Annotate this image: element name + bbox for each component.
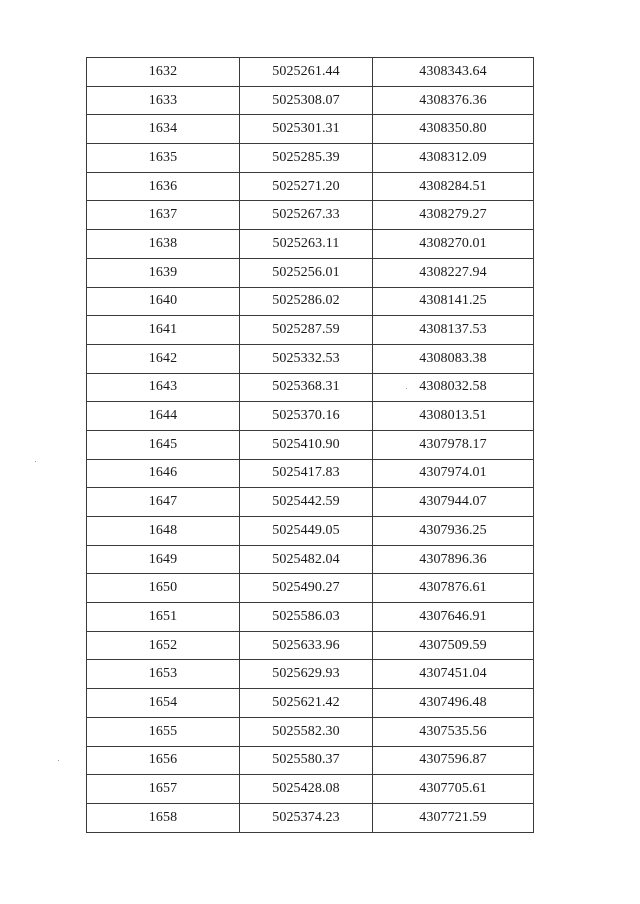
- y-coordinate-cell: 4307496.48: [373, 689, 534, 718]
- y-coordinate-cell: 4308270.01: [373, 230, 534, 259]
- point-number-cell: 1632: [87, 58, 240, 87]
- table-row: [87, 717, 534, 746]
- table-row: [87, 545, 534, 574]
- y-coordinate-cell: 4307721.59: [373, 803, 534, 832]
- y-coordinate-cell: 4308350.80: [373, 115, 534, 144]
- x-coordinate-cell: 5025621.42: [240, 689, 373, 718]
- table-row: [87, 430, 534, 459]
- x-coordinate-cell: 5025256.01: [240, 258, 373, 287]
- x-coordinate-cell: 5025482.04: [240, 545, 373, 574]
- point-number-cell: 1649: [87, 545, 240, 574]
- point-number-cell: 1644: [87, 402, 240, 431]
- table-row: [87, 459, 534, 488]
- y-coordinate-cell: 4308137.53: [373, 316, 534, 345]
- point-number-cell: 1658: [87, 803, 240, 832]
- x-coordinate-cell: 5025301.31: [240, 115, 373, 144]
- point-number-cell: 1634: [87, 115, 240, 144]
- y-coordinate-cell: 4307974.01: [373, 459, 534, 488]
- y-coordinate-cell: 4308227.94: [373, 258, 534, 287]
- table-row: [87, 402, 534, 431]
- table-row: [87, 316, 534, 345]
- x-coordinate-cell: 5025332.53: [240, 344, 373, 373]
- y-coordinate-cell: 4307535.56: [373, 717, 534, 746]
- point-number-cell: 1633: [87, 86, 240, 115]
- y-coordinate-cell: 4307876.61: [373, 574, 534, 603]
- table-row: [87, 803, 534, 832]
- y-coordinate-cell: 4308312.09: [373, 144, 534, 173]
- y-coordinate-cell: 4308284.51: [373, 172, 534, 201]
- x-coordinate-cell: 5025428.08: [240, 775, 373, 804]
- table-row: [87, 373, 534, 402]
- table-row: [87, 488, 534, 517]
- x-coordinate-cell: 5025286.02: [240, 287, 373, 316]
- table-row: [87, 58, 534, 87]
- x-coordinate-cell: 5025417.83: [240, 459, 373, 488]
- table-row: [87, 287, 534, 316]
- table-row: [87, 115, 534, 144]
- point-number-cell: 1641: [87, 316, 240, 345]
- y-coordinate-cell: 4308013.51: [373, 402, 534, 431]
- point-number-cell: 1652: [87, 631, 240, 660]
- x-coordinate-cell: 5025633.96: [240, 631, 373, 660]
- y-coordinate-cell: 4308083.38: [373, 344, 534, 373]
- table-row: [87, 603, 534, 632]
- point-number-cell: 1651: [87, 603, 240, 632]
- x-coordinate-cell: 5025308.07: [240, 86, 373, 115]
- scan-speck: [58, 760, 59, 761]
- y-coordinate-cell: 4307936.25: [373, 517, 534, 546]
- x-coordinate-cell: 5025267.33: [240, 201, 373, 230]
- point-number-cell: 1654: [87, 689, 240, 718]
- y-coordinate-cell: 4307596.87: [373, 746, 534, 775]
- point-number-cell: 1638: [87, 230, 240, 259]
- point-number-cell: 1645: [87, 430, 240, 459]
- x-coordinate-cell: 5025442.59: [240, 488, 373, 517]
- table-row: [87, 258, 534, 287]
- coordinate-table-body: [87, 58, 534, 833]
- point-number-cell: 1639: [87, 258, 240, 287]
- table-row: [87, 775, 534, 804]
- x-coordinate-cell: 5025370.16: [240, 402, 373, 431]
- y-coordinate-cell: 4307896.36: [373, 545, 534, 574]
- x-coordinate-cell: 5025629.93: [240, 660, 373, 689]
- table-row: [87, 746, 534, 775]
- scan-speck: [35, 461, 36, 462]
- point-number-cell: 1653: [87, 660, 240, 689]
- point-number-cell: 1643: [87, 373, 240, 402]
- x-coordinate-cell: 5025449.05: [240, 517, 373, 546]
- table-row: [87, 574, 534, 603]
- point-number-cell: 1646: [87, 459, 240, 488]
- y-coordinate-cell: 4307978.17: [373, 430, 534, 459]
- x-coordinate-cell: 5025368.31: [240, 373, 373, 402]
- y-coordinate-cell: 4307646.91: [373, 603, 534, 632]
- y-coordinate-cell: 4307944.07: [373, 488, 534, 517]
- scan-speck: [406, 388, 407, 389]
- x-coordinate-cell: 5025263.11: [240, 230, 373, 259]
- point-number-cell: 1636: [87, 172, 240, 201]
- x-coordinate-cell: 5025285.39: [240, 144, 373, 173]
- table-row: [87, 660, 534, 689]
- point-number-cell: 1655: [87, 717, 240, 746]
- point-number-cell: 1657: [87, 775, 240, 804]
- y-coordinate-cell: 4308032.58: [373, 373, 534, 402]
- point-number-cell: 1656: [87, 746, 240, 775]
- x-coordinate-cell: 5025271.20: [240, 172, 373, 201]
- x-coordinate-cell: 5025490.27: [240, 574, 373, 603]
- x-coordinate-cell: 5025580.37: [240, 746, 373, 775]
- x-coordinate-cell: 5025410.90: [240, 430, 373, 459]
- point-number-cell: 1647: [87, 488, 240, 517]
- table-row: [87, 86, 534, 115]
- table-row: [87, 201, 534, 230]
- y-coordinate-cell: 4308141.25: [373, 287, 534, 316]
- table-row: [87, 344, 534, 373]
- table-row: [87, 689, 534, 718]
- point-number-cell: 1648: [87, 517, 240, 546]
- y-coordinate-cell: 4308376.36: [373, 86, 534, 115]
- y-coordinate-cell: 4307509.59: [373, 631, 534, 660]
- x-coordinate-cell: 5025582.30: [240, 717, 373, 746]
- table-row: [87, 631, 534, 660]
- y-coordinate-cell: 4307451.04: [373, 660, 534, 689]
- y-coordinate-cell: 4308279.27: [373, 201, 534, 230]
- x-coordinate-cell: 5025374.23: [240, 803, 373, 832]
- y-coordinate-cell: 4308343.64: [373, 58, 534, 87]
- x-coordinate-cell: 5025586.03: [240, 603, 373, 632]
- y-coordinate-cell: 4307705.61: [373, 775, 534, 804]
- coordinate-table: [86, 57, 534, 833]
- table-row: [87, 517, 534, 546]
- table-row: [87, 230, 534, 259]
- point-number-cell: 1642: [87, 344, 240, 373]
- point-number-cell: 1635: [87, 144, 240, 173]
- x-coordinate-cell: 5025287.59: [240, 316, 373, 345]
- table-row: [87, 172, 534, 201]
- table-row: [87, 144, 534, 173]
- point-number-cell: 1650: [87, 574, 240, 603]
- x-coordinate-cell: 5025261.44: [240, 58, 373, 87]
- point-number-cell: 1637: [87, 201, 240, 230]
- point-number-cell: 1640: [87, 287, 240, 316]
